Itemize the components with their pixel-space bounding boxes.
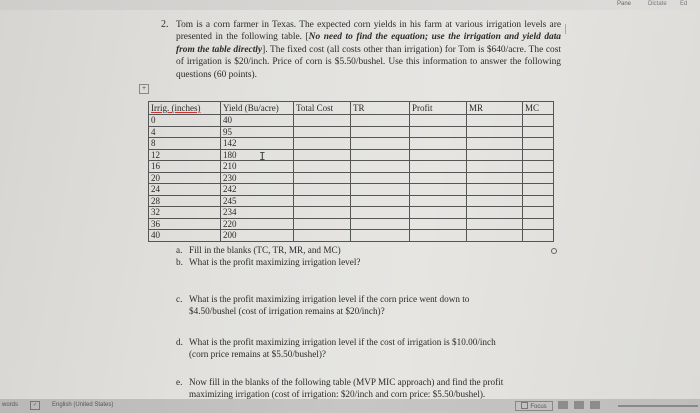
cell-blank[interactable] (467, 115, 523, 127)
cell-yield[interactable]: 142 (221, 138, 294, 150)
cell-blank[interactable] (294, 115, 351, 127)
cell-irrigation[interactable]: 0 (149, 115, 221, 127)
cell-blank[interactable] (294, 207, 351, 219)
cell-blank[interactable] (351, 126, 410, 138)
cell-blank[interactable] (294, 195, 351, 207)
item-d-label: d. (176, 337, 183, 347)
cell-blank[interactable] (294, 149, 351, 161)
table-row (149, 195, 554, 207)
irrigation-table (148, 101, 554, 242)
status-bar (0, 399, 700, 413)
cell-blank[interactable] (351, 207, 410, 219)
cell-blank[interactable] (467, 218, 523, 230)
question-number: 2. (161, 19, 169, 30)
cell-irrigation[interactable]: 24 (149, 184, 221, 196)
cell-irrigation[interactable]: 40 (149, 230, 221, 242)
header-yield: Yield (Bu/acre) (221, 102, 294, 115)
cell-blank[interactable] (410, 218, 467, 230)
cell-blank[interactable] (523, 126, 554, 138)
cell-blank[interactable] (294, 172, 351, 184)
pane-label[interactable]: Pane (617, 1, 632, 7)
cell-yield[interactable]: 245 (221, 195, 294, 207)
cell-blank[interactable] (294, 230, 351, 242)
word-count[interactable]: words (2, 402, 19, 408)
cell-blank[interactable] (410, 149, 467, 161)
cell-yield[interactable]: 210 (221, 161, 294, 173)
table-row (149, 126, 554, 138)
focus-icon (521, 402, 528, 409)
cell-blank[interactable] (351, 161, 410, 173)
item-e (176, 377, 536, 400)
focus-button[interactable] (515, 401, 553, 411)
proofing-icon[interactable]: ✓ (30, 401, 40, 410)
table-row (149, 138, 554, 150)
cell-yield[interactable]: 95 (221, 126, 294, 138)
cell-yield[interactable]: 180 (221, 149, 294, 161)
table-header-row (149, 102, 554, 115)
table-row (149, 230, 554, 242)
cell-irrigation[interactable]: 4 (149, 126, 221, 138)
header-irrigation (149, 102, 221, 115)
cell-blank[interactable] (523, 218, 554, 230)
item-d-line2: (corn price remains at $5.50/bushel)? (189, 348, 326, 359)
cell-irrigation[interactable]: 32 (149, 207, 221, 219)
cell-irrigation[interactable]: 20 (149, 172, 221, 184)
table-row (149, 207, 554, 219)
item-d-line1: What is the profit maximizing irrigation level if the cost of irrigation is $10.00/inch (189, 337, 496, 347)
cell-blank[interactable] (410, 184, 467, 196)
cell-blank[interactable] (410, 195, 467, 207)
cell-yield[interactable]: 40 (221, 115, 294, 127)
cell-yield[interactable]: 234 (221, 207, 294, 219)
question-text (176, 19, 561, 81)
web-layout-icon[interactable] (590, 401, 600, 409)
cell-blank[interactable] (351, 195, 410, 207)
cell-blank[interactable] (294, 218, 351, 230)
i-beam-cursor-icon: I (259, 150, 266, 163)
cell-blank[interactable] (294, 126, 351, 138)
table-resize-handle[interactable] (551, 248, 557, 254)
cell-blank[interactable] (523, 161, 554, 173)
cell-blank[interactable] (523, 195, 554, 207)
cell-irrigation[interactable]: 16 (149, 161, 221, 173)
text-caret (565, 24, 566, 34)
cell-blank[interactable] (523, 172, 554, 184)
cell-blank[interactable] (523, 138, 554, 150)
table-row (149, 149, 554, 161)
header-profit: Profit (410, 102, 467, 115)
item-c-line2: $4.50/bushel (cost of irrigation remains at $20/inch)? (189, 305, 385, 316)
header-total-cost: Total Cost (294, 102, 351, 115)
table-row (149, 115, 554, 127)
table-row (149, 184, 554, 196)
item-c-label: c. (176, 294, 183, 304)
cell-blank[interactable] (410, 207, 467, 219)
cell-blank[interactable] (410, 172, 467, 184)
cell-blank[interactable] (410, 230, 467, 242)
cell-blank[interactable] (351, 115, 410, 127)
header-mc: MC (523, 102, 554, 115)
cell-blank[interactable] (467, 230, 523, 242)
table-row (149, 161, 554, 173)
cell-irrigation[interactable]: 8 (149, 138, 221, 150)
print-layout-icon[interactable] (574, 401, 584, 409)
cell-blank[interactable] (467, 207, 523, 219)
item-b-label: b. (176, 257, 183, 267)
item-e-line1: Now fill in the blanks of the following table (MVP MIC approach) and find the profit (189, 377, 504, 387)
cell-blank[interactable] (467, 149, 523, 161)
cell-blank[interactable] (467, 172, 523, 184)
cell-blank[interactable] (410, 161, 467, 173)
cell-yield[interactable]: 242 (221, 184, 294, 196)
item-c-line1: What is the profit maximizing irrigation level if the corn price went down to (189, 294, 470, 304)
question-intro: Tom is a corn farmer in Texas. The expected corn yields in his farm at various irrigation levels are presented in the following table. [ (176, 20, 561, 43)
cell-blank[interactable] (523, 149, 554, 161)
cell-blank[interactable] (351, 172, 410, 184)
cell-yield[interactable]: 200 (221, 230, 294, 242)
item-c (176, 294, 516, 317)
focus-label: Focus (530, 404, 547, 410)
zoom-slider[interactable] (618, 405, 698, 407)
dictate-tab[interactable]: Dictate (648, 1, 667, 7)
question-rest: ]. The fixed cost (all costs other than irrigation) for Tom is $640/acre. The cost of irrigation is $20/inch. Price of corn is $5.50/bushel. Use this information to answer the following questions (60 points). (176, 44, 561, 80)
header-tr: TR (351, 102, 410, 115)
cell-blank[interactable] (294, 184, 351, 196)
cell-irrigation[interactable]: 12 (149, 149, 221, 161)
item-b (176, 257, 360, 269)
table-row (149, 218, 554, 230)
header-irrigation-label: Irrig. (inches) (151, 103, 201, 113)
question-emphasis: No need to find the equation; use the irrigation and yield data from the table directly (176, 32, 561, 55)
header-mr: MR (467, 102, 523, 115)
cell-blank[interactable] (351, 218, 410, 230)
cell-blank[interactable] (467, 161, 523, 173)
read-mode-icon[interactable] (558, 401, 568, 409)
cell-blank[interactable] (410, 115, 467, 127)
cell-blank[interactable] (351, 138, 410, 150)
cell-blank[interactable] (410, 126, 467, 138)
editor-tab[interactable]: Ed (680, 1, 688, 7)
language-indicator[interactable]: English (United States) (52, 402, 114, 408)
cell-yield[interactable]: 230 (221, 172, 294, 184)
cell-blank[interactable] (351, 149, 410, 161)
item-a-text: Fill in the blanks (TC, TR, MR, and MC) (189, 245, 341, 255)
item-a (176, 245, 341, 257)
cell-blank[interactable] (523, 184, 554, 196)
cell-blank[interactable] (467, 184, 523, 196)
cell-blank[interactable] (523, 230, 554, 242)
item-e-line2: maximizing irrigation (cost of irrigation: $20/inch and corn price: $5.50/bushel). (189, 388, 486, 399)
cell-blank[interactable] (523, 115, 554, 127)
cell-blank[interactable] (410, 138, 467, 150)
cell-irrigation[interactable]: 36 (149, 218, 221, 230)
cell-blank[interactable] (467, 138, 523, 150)
item-d (176, 337, 536, 360)
ribbon-strip (0, 0, 700, 10)
move-handle-icon[interactable]: + (139, 84, 149, 94)
cell-blank[interactable] (467, 126, 523, 138)
cell-irrigation[interactable]: 28 (149, 195, 221, 207)
cell-blank[interactable] (351, 184, 410, 196)
item-a-label: a. (176, 245, 183, 255)
table-row (149, 172, 554, 184)
item-b-text: What is the profit maximizing irrigation level? (189, 257, 361, 267)
cell-blank[interactable] (294, 138, 351, 150)
cell-blank[interactable] (294, 161, 351, 173)
cell-blank[interactable] (467, 195, 523, 207)
item-e-label: e. (176, 377, 183, 387)
cell-yield[interactable]: 220 (221, 218, 294, 230)
cell-blank[interactable] (351, 230, 410, 242)
cell-blank[interactable] (523, 207, 554, 219)
